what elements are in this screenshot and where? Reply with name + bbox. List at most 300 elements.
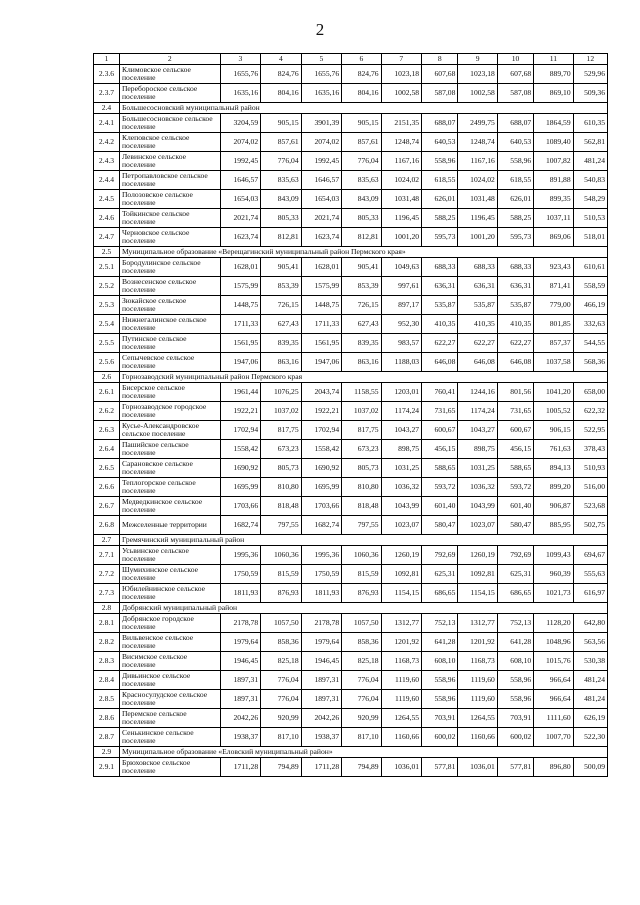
value-cell: 1264,55 [458, 709, 497, 728]
value-cell: 577,81 [497, 758, 533, 777]
value-cell: 760,41 [422, 383, 458, 402]
value-cell: 1244,16 [458, 383, 497, 402]
value-cell: 906,87 [534, 497, 573, 516]
value-cell: 1043,27 [458, 421, 497, 440]
value-cell: 1682,74 [220, 516, 260, 535]
value-cell: 1092,81 [458, 565, 497, 584]
value-cell: 1057,50 [342, 614, 381, 633]
value-cell: 481,24 [573, 671, 607, 690]
value-cell: 906,15 [534, 421, 573, 440]
value-cell: 646,08 [422, 353, 458, 372]
value-cell: 1196,45 [381, 209, 421, 228]
value-cell: 1158,55 [342, 383, 381, 402]
table-row [94, 497, 608, 516]
value-cell: 966,64 [534, 690, 573, 709]
value-cell: 481,24 [573, 152, 607, 171]
row-code: 2.8.3 [94, 652, 120, 671]
value-cell: 1001,20 [381, 228, 421, 247]
settlement-name: Медведкинское сельское поселение [119, 497, 220, 516]
value-cell: 1043,27 [381, 421, 421, 440]
value-cell: 818,48 [261, 497, 301, 516]
value-cell: 1922,21 [220, 402, 260, 421]
table-row [94, 258, 608, 277]
settlement-name: Юбилейнинское сельское поселение [119, 584, 220, 603]
value-cell: 1711,33 [220, 315, 260, 334]
value-cell: 810,80 [342, 478, 381, 497]
value-cell: 627,43 [261, 315, 301, 334]
value-cell: 1448,75 [220, 296, 260, 315]
settlement-name: Перемское сельское поселение [119, 709, 220, 728]
value-cell: 694,67 [573, 546, 607, 565]
section-code: 2.9 [94, 747, 120, 758]
value-cell: 563,56 [573, 633, 607, 652]
section-title: Муниципальное образование «Верещагинский муниципальный район Пермского края» [119, 247, 607, 258]
value-cell: 726,15 [261, 296, 301, 315]
row-code: 2.3.6 [94, 65, 120, 84]
value-cell: 627,43 [342, 315, 381, 334]
value-cell: 905,41 [261, 258, 301, 277]
value-cell: 1575,99 [220, 277, 260, 296]
settlement-name: Добрянское городское поселение [119, 614, 220, 633]
value-cell: 952,30 [381, 315, 421, 334]
value-cell: 509,36 [573, 84, 607, 103]
value-cell: 1264,55 [381, 709, 421, 728]
row-code: 2.8.5 [94, 690, 120, 709]
value-cell: 646,08 [458, 353, 497, 372]
row-code: 2.7.3 [94, 584, 120, 603]
row-code: 2.6.3 [94, 421, 120, 440]
value-cell: 580,47 [422, 516, 458, 535]
table-row [94, 277, 608, 296]
value-cell: 776,04 [261, 690, 301, 709]
table-row [94, 353, 608, 372]
value-cell: 817,75 [261, 421, 301, 440]
value-cell: 894,13 [534, 459, 573, 478]
table-row [94, 334, 608, 353]
value-cell: 607,68 [497, 65, 533, 84]
value-cell: 779,00 [534, 296, 573, 315]
value-cell: 1448,75 [301, 296, 341, 315]
value-cell: 1128,20 [534, 614, 573, 633]
value-cell: 673,23 [342, 440, 381, 459]
row-code: 2.4.7 [94, 228, 120, 247]
value-cell: 899,35 [534, 190, 573, 209]
settlement-name: Шумихинское сельское поселение [119, 565, 220, 584]
column-header: 10 [497, 54, 533, 65]
value-cell: 869,10 [534, 84, 573, 103]
value-cell: 626,01 [422, 190, 458, 209]
value-cell: 731,65 [422, 402, 458, 421]
row-code: 2.5.3 [94, 296, 120, 315]
section-row [94, 535, 608, 546]
value-cell: 1811,93 [220, 584, 260, 603]
value-cell: 626,01 [497, 190, 533, 209]
value-cell: 1037,11 [534, 209, 573, 228]
value-cell: 686,65 [497, 584, 533, 603]
settlement-name: Левинское сельское поселение [119, 152, 220, 171]
value-cell: 1711,28 [220, 758, 260, 777]
value-cell: 1154,15 [381, 584, 421, 603]
column-header: 12 [573, 54, 607, 65]
column-header: 5 [301, 54, 341, 65]
value-cell: 688,33 [458, 258, 497, 277]
value-cell: 1119,60 [458, 671, 497, 690]
value-cell: 688,07 [497, 114, 533, 133]
value-cell: 640,53 [497, 133, 533, 152]
value-cell: 658,00 [573, 383, 607, 402]
table-row [94, 516, 608, 535]
value-cell: 608,10 [497, 652, 533, 671]
value-cell: 600,02 [497, 728, 533, 747]
value-cell: 673,23 [261, 440, 301, 459]
row-code: 2.4.5 [94, 190, 120, 209]
value-cell: 688,33 [422, 258, 458, 277]
section-row [94, 247, 608, 258]
value-cell: 1099,43 [534, 546, 573, 565]
value-cell: 636,31 [458, 277, 497, 296]
settlement-name: Межселенные территории [119, 516, 220, 535]
value-cell: 548,29 [573, 190, 607, 209]
value-cell: 818,48 [342, 497, 381, 516]
value-cell: 1031,25 [458, 459, 497, 478]
value-cell: 622,27 [422, 334, 458, 353]
value-cell: 1188,03 [381, 353, 421, 372]
row-code: 2.5.1 [94, 258, 120, 277]
table-row [94, 228, 608, 247]
value-cell: 1558,42 [301, 440, 341, 459]
section-code: 2.7 [94, 535, 120, 546]
value-cell: 824,76 [261, 65, 301, 84]
value-cell: 608,10 [422, 652, 458, 671]
value-cell: 885,95 [534, 516, 573, 535]
value-cell: 812,81 [342, 228, 381, 247]
value-cell: 456,15 [497, 440, 533, 459]
value-cell: 2021,74 [301, 209, 341, 228]
row-code: 2.9.1 [94, 758, 120, 777]
table-row [94, 402, 608, 421]
value-cell: 642,80 [573, 614, 607, 633]
value-cell: 2043,74 [301, 383, 341, 402]
value-cell: 726,15 [342, 296, 381, 315]
table-row [94, 421, 608, 440]
table-row [94, 728, 608, 747]
value-cell: 544,55 [573, 334, 607, 353]
value-cell: 752,13 [497, 614, 533, 633]
value-cell: 1711,28 [301, 758, 341, 777]
value-cell: 1248,74 [381, 133, 421, 152]
value-cell: 580,47 [497, 516, 533, 535]
value-cell: 641,28 [422, 633, 458, 652]
value-cell: 1702,94 [301, 421, 341, 440]
value-cell: 804,16 [261, 84, 301, 103]
value-cell: 1049,63 [381, 258, 421, 277]
settlement-name: Усьвинское сельское поселение [119, 546, 220, 565]
value-cell: 1092,81 [381, 565, 421, 584]
value-cell: 1811,93 [301, 584, 341, 603]
value-cell: 843,09 [342, 190, 381, 209]
value-cell: 817,75 [342, 421, 381, 440]
value-cell: 896,80 [534, 758, 573, 777]
value-cell: 1992,45 [301, 152, 341, 171]
value-cell: 641,28 [497, 633, 533, 652]
value-cell: 3204,59 [220, 114, 260, 133]
table-row [94, 459, 608, 478]
value-cell: 568,36 [573, 353, 607, 372]
value-cell: 792,69 [497, 546, 533, 565]
value-cell: 1655,76 [301, 65, 341, 84]
value-cell: 593,72 [422, 478, 458, 497]
value-cell: 858,36 [261, 633, 301, 652]
value-cell: 752,13 [422, 614, 458, 633]
value-cell: 2499,75 [458, 114, 497, 133]
row-code: 2.8.6 [94, 709, 120, 728]
value-cell: 1690,92 [301, 459, 341, 478]
value-cell: 1946,45 [220, 652, 260, 671]
settlement-name: Красносулудское сельское поселение [119, 690, 220, 709]
value-cell: 1703,66 [220, 497, 260, 516]
row-code: 2.8.7 [94, 728, 120, 747]
row-code: 2.4.2 [94, 133, 120, 152]
value-cell: 703,91 [497, 709, 533, 728]
value-cell: 588,65 [422, 459, 458, 478]
section-row [94, 372, 608, 383]
row-code: 2.6.7 [94, 497, 120, 516]
value-cell: 776,04 [261, 152, 301, 171]
section-title: Гремячинский муниципальный район [119, 535, 607, 546]
value-cell: 1260,19 [381, 546, 421, 565]
value-cell: 1031,25 [381, 459, 421, 478]
settlement-name: Сенькинское сельское поселение [119, 728, 220, 747]
settlement-name: Перебороское сельское поселение [119, 84, 220, 103]
value-cell: 1119,60 [381, 690, 421, 709]
value-cell: 535,87 [422, 296, 458, 315]
value-cell: 558,96 [422, 152, 458, 171]
value-cell: 1005,52 [534, 402, 573, 421]
value-cell: 410,35 [497, 315, 533, 334]
value-cell: 1037,58 [534, 353, 573, 372]
table-row [94, 690, 608, 709]
value-cell: 857,61 [261, 133, 301, 152]
value-cell: 1312,77 [458, 614, 497, 633]
settlement-name: Бисерское сельское поселение [119, 383, 220, 402]
value-cell: 1048,96 [534, 633, 573, 652]
value-cell: 1036,01 [458, 758, 497, 777]
table-row [94, 671, 608, 690]
value-cell: 1750,59 [220, 565, 260, 584]
value-cell: 3901,39 [301, 114, 341, 133]
value-cell: 1628,01 [301, 258, 341, 277]
value-cell: 1897,31 [220, 671, 260, 690]
value-cell: 2042,26 [301, 709, 341, 728]
section-title: Большесосновский муниципальный район [119, 103, 607, 114]
value-cell: 558,96 [497, 671, 533, 690]
value-cell: 535,87 [497, 296, 533, 315]
value-cell: 1995,36 [301, 546, 341, 565]
value-cell: 1979,64 [301, 633, 341, 652]
table-row [94, 152, 608, 171]
value-cell: 797,55 [261, 516, 301, 535]
value-cell: 1036,32 [381, 478, 421, 497]
value-cell: 530,38 [573, 652, 607, 671]
value-cell: 1024,02 [381, 171, 421, 190]
value-cell: 703,91 [422, 709, 458, 728]
value-cell: 905,15 [261, 114, 301, 133]
row-code: 2.6.1 [94, 383, 120, 402]
value-cell: 1036,01 [381, 758, 421, 777]
value-cell: 686,65 [422, 584, 458, 603]
table-row [94, 114, 608, 133]
table-row [94, 133, 608, 152]
settlement-name: Тойкинское сельское поселение [119, 209, 220, 228]
table-row [94, 190, 608, 209]
value-cell: 817,10 [261, 728, 301, 747]
value-cell: 839,35 [261, 334, 301, 353]
settlement-name: Петропавловское сельское поселение [119, 171, 220, 190]
row-code: 2.4.1 [94, 114, 120, 133]
value-cell: 1623,74 [301, 228, 341, 247]
value-cell: 825,18 [342, 652, 381, 671]
settlement-name: Теплогорское сельское поселение [119, 478, 220, 497]
value-cell: 871,41 [534, 277, 573, 296]
value-cell: 1695,99 [301, 478, 341, 497]
row-code: 2.5.6 [94, 353, 120, 372]
value-cell: 776,04 [342, 152, 381, 171]
column-header: 6 [342, 54, 381, 65]
value-cell: 920,99 [342, 709, 381, 728]
value-cell: 1037,02 [261, 402, 301, 421]
value-cell: 1060,36 [261, 546, 301, 565]
value-cell: 1558,42 [220, 440, 260, 459]
value-cell: 600,67 [497, 421, 533, 440]
settlement-name: Климовское сельское поселение [119, 65, 220, 84]
value-cell: 824,76 [342, 65, 381, 84]
row-code: 2.4.6 [94, 209, 120, 228]
value-cell: 1023,18 [458, 65, 497, 84]
value-cell: 558,96 [422, 690, 458, 709]
value-cell: 1167,16 [458, 152, 497, 171]
settlement-name: Брюховское сельское поселение [119, 758, 220, 777]
value-cell: 731,65 [497, 402, 533, 421]
value-cell: 899,20 [534, 478, 573, 497]
value-cell: 801,56 [497, 383, 533, 402]
row-code: 2.8.1 [94, 614, 120, 633]
value-cell: 1655,76 [220, 65, 260, 84]
value-cell: 997,61 [381, 277, 421, 296]
settlement-name: Кусье-Александровское сельское поселение [119, 421, 220, 440]
row-code: 2.8.4 [94, 671, 120, 690]
value-cell: 1995,36 [220, 546, 260, 565]
value-cell: 588,65 [497, 459, 533, 478]
value-cell: 558,59 [573, 277, 607, 296]
column-header: 11 [534, 54, 573, 65]
value-cell: 516,00 [573, 478, 607, 497]
value-cell: 843,09 [261, 190, 301, 209]
value-cell: 876,93 [261, 584, 301, 603]
section-title: Добрянский муниципальный район [119, 603, 607, 614]
value-cell: 794,89 [342, 758, 381, 777]
value-cell: 1897,31 [301, 690, 341, 709]
value-cell: 2074,02 [220, 133, 260, 152]
value-cell: 1089,40 [534, 133, 573, 152]
value-cell: 1961,44 [220, 383, 260, 402]
value-cell: 898,75 [458, 440, 497, 459]
value-cell: 601,40 [497, 497, 533, 516]
value-cell: 1119,60 [458, 690, 497, 709]
table-row [94, 209, 608, 228]
value-cell: 805,33 [342, 209, 381, 228]
value-cell: 2178,78 [220, 614, 260, 633]
value-cell: 815,59 [261, 565, 301, 584]
value-cell: 1001,20 [458, 228, 497, 247]
section-code: 2.6 [94, 372, 120, 383]
value-cell: 805,33 [261, 209, 301, 228]
row-code: 2.4.3 [94, 152, 120, 171]
table-body [94, 54, 608, 777]
table-row [94, 440, 608, 459]
value-cell: 555,63 [573, 565, 607, 584]
value-cell: 1947,06 [301, 353, 341, 372]
value-cell: 1646,57 [220, 171, 260, 190]
value-cell: 1031,48 [458, 190, 497, 209]
value-cell: 518,01 [573, 228, 607, 247]
row-code: 2.6.8 [94, 516, 120, 535]
value-cell: 522,95 [573, 421, 607, 440]
value-cell: 1897,31 [301, 671, 341, 690]
value-cell: 1260,19 [458, 546, 497, 565]
value-cell: 588,25 [422, 209, 458, 228]
value-cell: 1023,18 [381, 65, 421, 84]
value-cell: 1561,95 [220, 334, 260, 353]
value-cell: 577,81 [422, 758, 458, 777]
settlement-name: Большесосновское сельское поселение [119, 114, 220, 133]
value-cell: 1248,74 [458, 133, 497, 152]
settlement-name: Горнозаводское городское поселение [119, 402, 220, 421]
value-cell: 761,63 [534, 440, 573, 459]
settlement-name: Полозовское сельское поселение [119, 190, 220, 209]
value-cell: 1635,16 [301, 84, 341, 103]
value-cell: 1897,31 [220, 690, 260, 709]
table-row [94, 584, 608, 603]
value-cell: 966,64 [534, 671, 573, 690]
value-cell: 1037,02 [342, 402, 381, 421]
row-code: 2.3.7 [94, 84, 120, 103]
settlement-name: Бородулинское сельское поселение [119, 258, 220, 277]
settlement-name: Клеповское сельское поселение [119, 133, 220, 152]
row-code: 2.6.2 [94, 402, 120, 421]
settlement-name: Пашийское сельское поселение [119, 440, 220, 459]
value-cell: 510,93 [573, 459, 607, 478]
value-cell: 588,25 [497, 209, 533, 228]
column-header: 3 [220, 54, 260, 65]
value-cell: 839,35 [342, 334, 381, 353]
value-cell: 853,39 [342, 277, 381, 296]
value-cell: 1196,45 [458, 209, 497, 228]
value-cell: 889,70 [534, 65, 573, 84]
value-cell: 1201,92 [458, 633, 497, 652]
value-cell: 1628,01 [220, 258, 260, 277]
value-cell: 1043,99 [381, 497, 421, 516]
table-row [94, 614, 608, 633]
value-cell: 2151,35 [381, 114, 421, 133]
row-code: 2.5.2 [94, 277, 120, 296]
row-code: 2.8.2 [94, 633, 120, 652]
value-cell: 562,81 [573, 133, 607, 152]
value-cell: 646,08 [497, 353, 533, 372]
value-cell: 1947,06 [220, 353, 260, 372]
value-cell: 863,16 [342, 353, 381, 372]
section-row [94, 747, 608, 758]
value-cell: 610,35 [573, 114, 607, 133]
